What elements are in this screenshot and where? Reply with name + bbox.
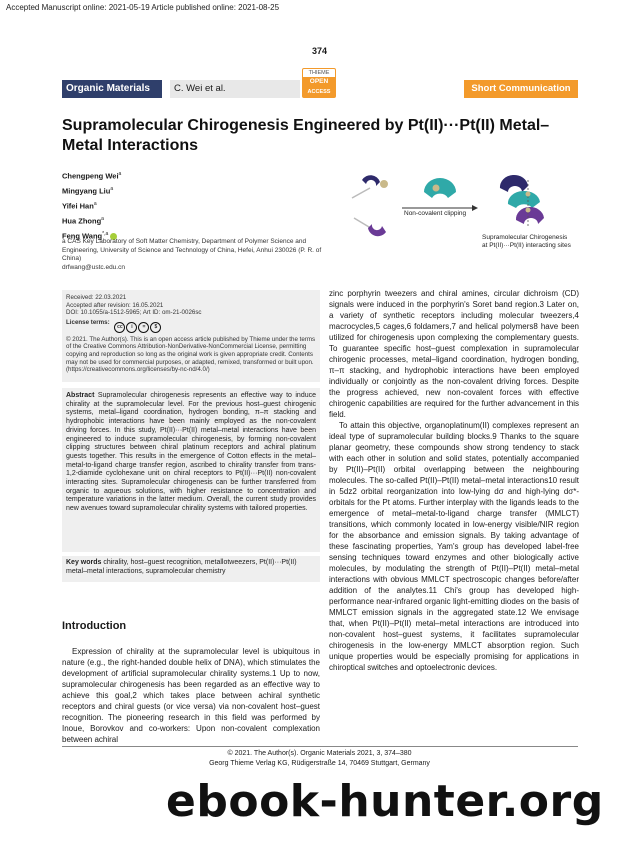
publication-dates: Accepted Manuscript online: 2021-05-19 Article published online: 2021-08-25 xyxy=(6,3,280,12)
copyright-notice: © 2021. The Author(s). This is an open access article published by Thieme under the terms of the Creative Commons Attribution-NonDerivative-NonCommercial License, permitting copying and reproduction so long as the original work is given appropriate credit. Contents may not be used for commercial purposes, or adapted, remixed, transformed or built upon. (https://creativecommons.org/licenses/by-nc-nd/4.0/) xyxy=(66,335,316,374)
graphical-abstract xyxy=(332,158,582,258)
paragraph: To attain this objective, organoplatinum(II) complexes represent an ideal type of supramolecular building blocks.9 Thanks to the square planar geometry, these compounds show strong tendency to stack with each other in solution and solid states, potentially accompanied by Pt(II)–Pt(II) orbital overlapping between the neighbouring molecules. The so-called Pt(II)–Pt(II) metal–metal interactions10 result in 5dz2 orbital reorganization into low-lying dσ and high-lying dσ*-orbitals for the Pt atoms. Further interplay with the ligands leads to the emergence of metal–metal-to-ligand charge transfer (MMLCT) transitions, which commonly located in low-energy visible/NIR region for the absorbance and emission signals. By taking advantage of these fascinating properties, Yam's group has developed label-free sensing techniques toward enzymes and other biologically active molecules, by modulating the strength of Pt(II)–Pt(II) metal–metal interactions with obvious MMLCT spectroscopic changes before/after addition of the analytes.11 Chi's group has developed high-performance near-infrared organic light-emitting diodes on the basis of MMLCT emission signals in the aggregated state.12 We envisage that, when Pt(II)–Pt(II) metal–metal interactions are introduced into non-covalent host–guest systems, it facilitates supramolecular chirogenesis in the low-energy MMLCT absorption region. Such unique properties would be especially promising for applications in chiroptical switches and optoelectronic devices. xyxy=(329,421,579,672)
journal-name: Organic Materials xyxy=(62,80,162,98)
nd-icon: = xyxy=(138,322,149,333)
license-terms: License terms: cc i = $ xyxy=(66,319,316,333)
nc-icon: $ xyxy=(150,322,161,333)
page-number: 374 xyxy=(311,46,328,56)
badge-line2: OPEN xyxy=(303,77,335,87)
keywords-text: chirality, host–guest recognition, metallotweezers, Pt(II)···Pt(II) metal–metal interactions, supramolecular chemistry xyxy=(66,559,297,575)
creative-commons-icons[interactable] xyxy=(114,322,162,333)
cc-icon: cc xyxy=(114,322,125,333)
abstract-text: Supramolecular chirogenesis represents an effective way to induce chirality at the supramolecular level. For the previous host–guest chirogenic systems, metal–ligand coordination, hydrogen bonding, π–π stacking and hydrophobic interactions have been mainly employed as the non-covalent driving forces. In this study, Pt(II)···Pt(II) metal–metal interactions have been engineered to induce supramolecular chirogenesis, by forming non-covalent clipping structures between chiral platinum receptors and achiral platinum guests together. This results in the emergence of Cotton effects in the metal–metal-to-ligand charge transfer region, ascribed to chirality transfer from trans-1,2-diamide cyclohexane unit on chiral receptors to Pt(II)···Pt(II) non-covalent interacting sites. Supramolecular chirogenesis can be further transferred from organic to aqueous solutions, with higher resistance to concentration and temperature variations in the latter medium. Overall, the current study provides new avenues toward supramolecular chirality systems with tailored properties. xyxy=(66,392,316,513)
keywords-label: Key words xyxy=(66,559,102,566)
footer-publisher: Georg Thieme Verlag KG, Rüdigerstraße 14, 70469 Stuttgart, Germany xyxy=(209,760,430,767)
figure-label-clipping: Non-covalent clipping xyxy=(404,210,467,217)
body-column-left xyxy=(62,646,320,745)
abstract-label: Abstract xyxy=(66,392,95,399)
figure-label-result: Supramolecular Chirogenesis xyxy=(482,234,568,241)
badge-line1: THIEME xyxy=(308,70,330,76)
affiliation xyxy=(62,238,322,272)
footer-citation: © 2021. The Author(s). Organic Materials 2021, 3, 374–380 xyxy=(227,750,412,757)
watermark: ebook-hunter.org xyxy=(166,776,604,827)
doi[interactable]: DOI: 10.1055/a-1512-5965; Art ID: om-21-0026sc xyxy=(66,309,202,317)
article-type: Short Communication xyxy=(464,80,578,98)
article-header-bar xyxy=(62,80,578,98)
article-title: Supramolecular Chirogenesis Engineered by Pt(II)···Pt(II) Metal–Metal Interactions xyxy=(62,117,550,154)
section-heading: Introduction xyxy=(62,620,127,632)
author-list xyxy=(62,168,121,243)
article-metadata xyxy=(62,290,320,382)
affiliation-text: a CAS Key Laboratory of Soft Matter Chemistry, Department of Polymer Science and Engineering, University of Science and Technology of China, Hefei, Anhui 230026 (P. R. of China) xyxy=(62,238,322,262)
abstract-box xyxy=(62,388,320,552)
corresponding-email[interactable]: drfwang@ustc.edu.cn xyxy=(62,263,125,271)
author-entry: Feng Wang$^{*,a}$ xyxy=(62,228,121,243)
by-icon: i xyxy=(126,322,137,333)
keywords-box xyxy=(62,556,320,582)
paragraph: zinc porphyrin tweezers and chiral amines, circular dichroism (CD) signals were induced in the porphyrin's Soret band region.3 Later on, a variety of synthetic receptors including molecular tweezers,4 macrocycles,5 cages,6 foldamers,7 and helical polymers8 have been utilized for chirogenesis upon complexing the complementary guests. To guarantee specific host–guest complexation in supramolecular chirogenic processes, metal–ligand coordination, hydrogen bonding, π–π stacking, and hydrophobic interactions have been employed individually or conjointly as the non-covalent driving forces. Despite the progress achieved, new non-covalent forces with effective chirogenic capabilities are required for the further advancement in this field. xyxy=(329,289,579,419)
author-entry: Hua Zhong$^a$ xyxy=(62,216,104,226)
author-entry: Mingyang Liu$^a$ xyxy=(62,186,114,196)
author-entry: Yifei Han$^a$ xyxy=(62,201,97,211)
body-column-right xyxy=(329,288,579,673)
footer-divider xyxy=(62,746,578,747)
received-date: Received: 22.03.2021 xyxy=(66,294,127,301)
figure-label-result-sub: at Pt(II)···Pt(II) interacting sites xyxy=(482,242,571,249)
running-authors: C. Wei et al. xyxy=(170,80,300,98)
paragraph: Expression of chirality at the supramolecular level is ubiquitous in nature (e.g., the right-handed double helix of DNA), which stimulates the development of artificial supramolecular chirality systems.1 Up to now, supramolecular chirogenesis has been regarded as an effective way to achieve this goal,2 which takes place between achiral synthetic receptors and chiral guests (or vice versa) via non-covalent host–guest recognition. The pioneering research in this field was performed by Inoue, Borovkov and co-workers: Upon non-covalent complexation between achiral xyxy=(62,647,320,744)
badge-line3: ACCESS xyxy=(303,87,335,97)
author-entry: Chengpeng Wei$^a$ xyxy=(62,171,122,181)
accepted-date: Accepted after revision: 16.05.2021 xyxy=(66,301,164,309)
